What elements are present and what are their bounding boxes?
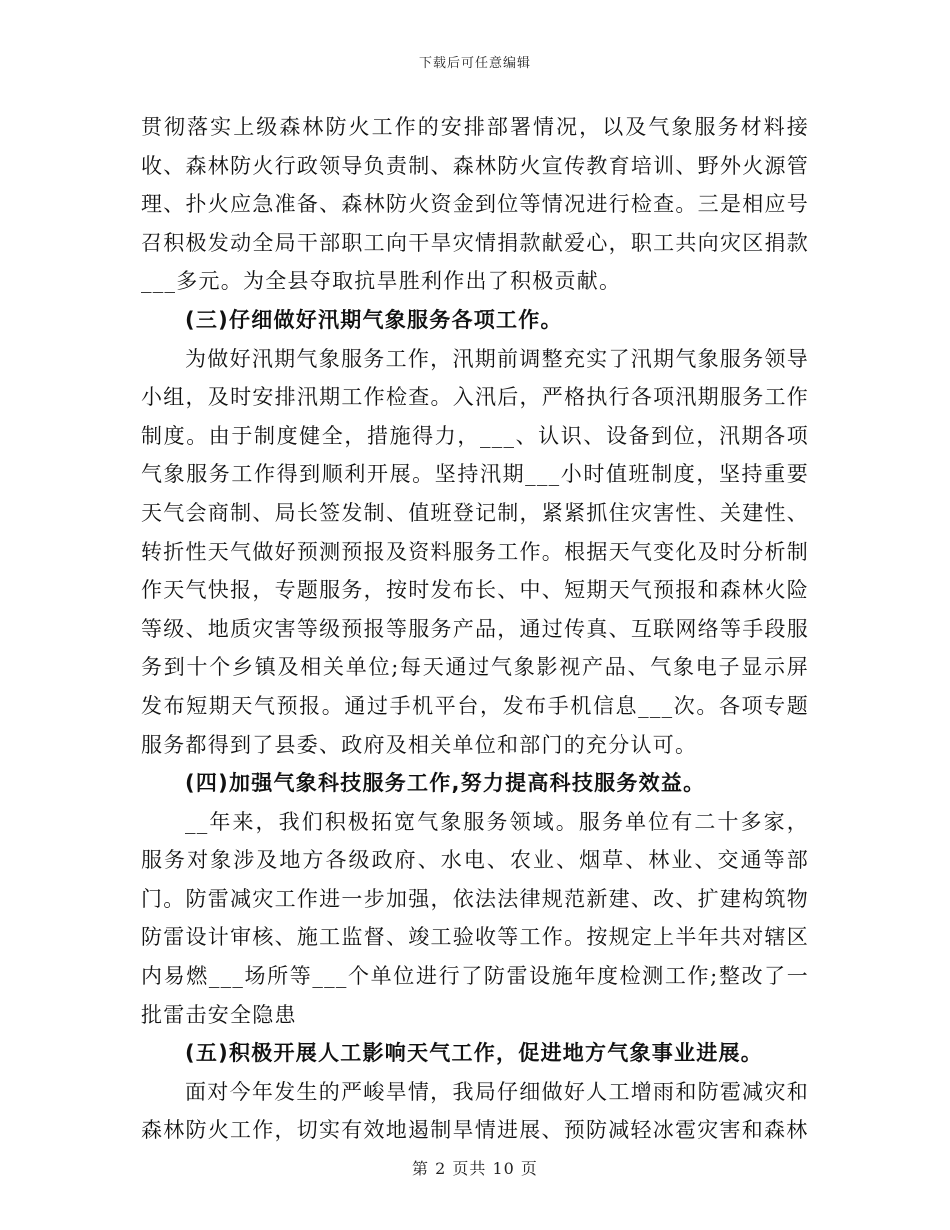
- paragraph-weather-modification: 面对今年发生的严峻旱情，我局仔细做好人工增雨和防雹减灾和森林防火工作，切实有效地遏制旱情进展、预防减轻冰雹灾害和森林: [141, 1079, 809, 1143]
- section-heading-4: (四)加强气象科技服务工作,努力提高科技服务效益。: [185, 771, 706, 796]
- section-heading-5: (五)积极开展人工影响天气工作，促进地方气象事业进展。: [185, 1041, 763, 1066]
- document-body: [141, 108, 809, 1150]
- page-header: 下载后可任意编辑: [418, 56, 531, 71]
- page-footer: 第 2 页共 10 页: [412, 1159, 538, 1178]
- section-heading-3: (三)仔细做好汛期气象服务各项工作。: [185, 307, 563, 332]
- paragraph-tech-service: __年来，我们积极拓宽气象服务领域。服务单位有二十多家，服务对象涉及地方各级政府、水电、农业、烟草、林业、交通等部门。防雷减灾工作进一步加强，依法法律规范新建、改、扩建构筑物防雷设计审核、施工监督、竣工验收等工作。按规定上半年共对辖区内易燃___场所等___个单位进行了防雷设施年度检测工作;整改了一批雷击安全隐患: [141, 809, 809, 1027]
- paragraph-flood-season-service: 为做好汛期气象服务工作，汛期前调整充实了汛期气象服务领导小组，及时安排汛期工作检查。入汛后，严格执行各项汛期服务工作制度。由于制度健全，措施得力，___、认识、设备到位，汛期各项气象服务工作得到顺利开展。坚持汛期___小时值班制度，坚持重要天气会商制、局长签发制、值班登记制，紧紧抓住灾害性、关建性、转折性天气做好预测预报及资料服务工作。根据天气变化及时分析制作天气快报，专题服务，按时发布长、中、短期天气预报和森林火险等级、地质灾害等级预报等服务产品，通过传真、互联网络等手段服务到十个乡镇及相关单位;每天通过气象影视产品、气象电子显示屏发布短期天气预报。通过手机平台，发布手机信息___次。各项专题服务都得到了县委、政府及相关单位和部门的充分认可。: [141, 346, 809, 757]
- paragraph-fire-prevention-inspection: 贯彻落实上级森林防火工作的安排部署情况，以及气象服务材料接收、森林防火行政领导负责制、森林防火宣传教育培训、野外火源管理、扑火应急准备、森林防火资金到位等情况进行检查。三是相应号召积极发动全局干部职工向干旱灾情捐款献爱心，职工共向灾区捐款___多元。为全县夺取抗旱胜利作出了积极贡献。: [141, 115, 809, 294]
